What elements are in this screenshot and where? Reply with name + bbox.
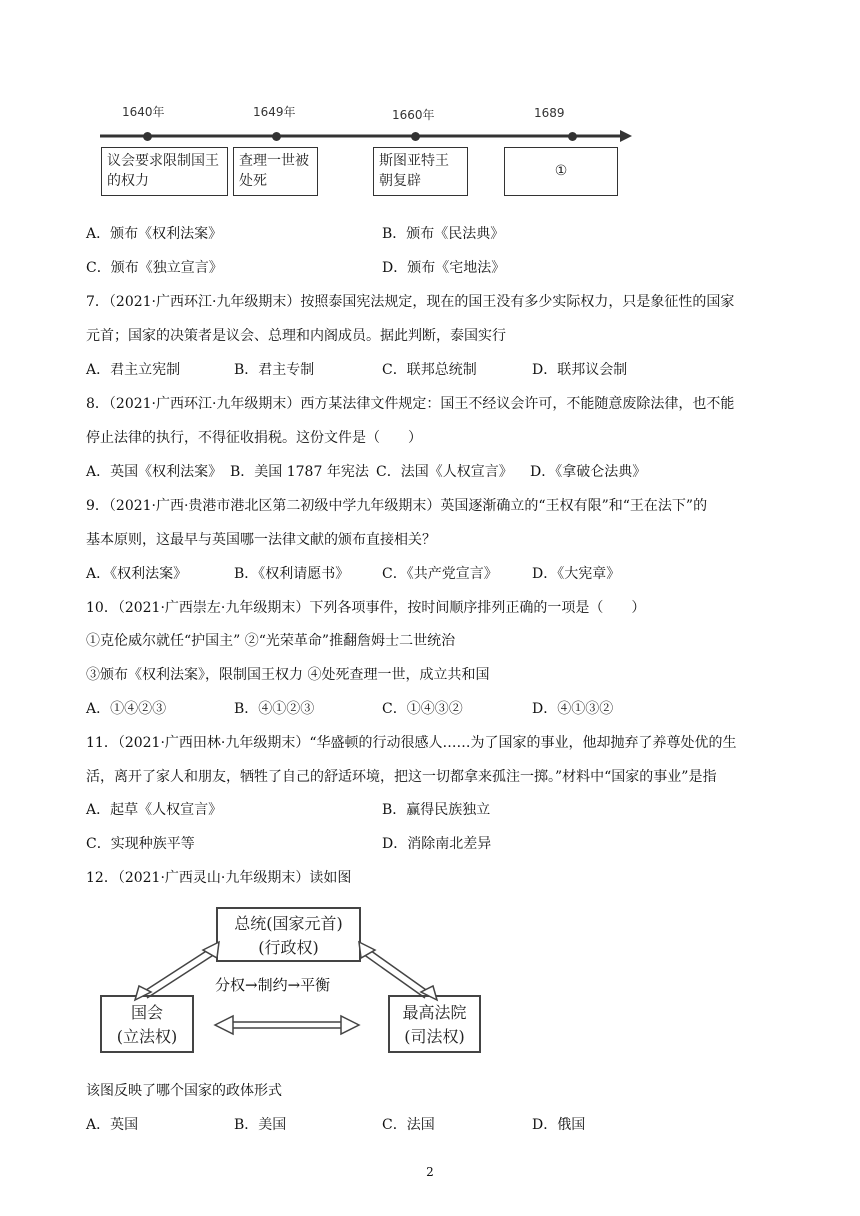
q12-option-d: D．俄国 (532, 1117, 586, 1133)
q10-item: ①克伦威尔就任“护国主” ②“光荣革命”推翻詹姆士二世统治 (86, 633, 456, 649)
timeline-dot (411, 132, 420, 141)
q8-stem: 8．（2021·广西环江·九年级期末）西方某法律文件规定：国王不经议会许可，不能随意废除法律，也不能 (86, 396, 735, 412)
double-arrow-icon (215, 1016, 359, 1034)
q9-option-c: C．《共产党宣言》 (382, 566, 498, 582)
q12-option-a: A．英国 (86, 1117, 139, 1133)
timeline-dot (143, 132, 152, 141)
q7-option-a: A．君主立宪制 (86, 362, 181, 378)
diagram-label: 总统(国家元首) (234, 914, 343, 933)
q12-question: 该图反映了哪个国家的政体形式 (86, 1083, 282, 1099)
q8-stem: 停止法律的执行，不得征收捐税。这份文件是（ ） (86, 430, 422, 446)
q12-stem: 12．（2021·广西灵山·九年级期末）读如图 (86, 870, 352, 886)
timeline-year: 1689 (534, 106, 565, 120)
q11-stem: 11．（2021·广西田林·九年级期末）“华盛顿的行动很感人……为了国家的事业，他却抛弃了养尊处优的生 (86, 735, 737, 751)
double-arrow-icon (359, 942, 437, 1000)
q6-option-a: A．颁布《权利法案》 (86, 226, 223, 242)
timeline-year: 1660年 (392, 108, 435, 122)
diagram-arrows (95, 930, 490, 1060)
q12-option-b: B．美国 (234, 1117, 287, 1133)
q12-option-c: C．法国 (382, 1117, 435, 1133)
q6-option-b: B．颁布《民法典》 (382, 226, 505, 242)
q8-option-d: D．《拿破仑法典》 (530, 464, 647, 480)
q8-option-b: B．美国 1787 年宪法 (230, 464, 369, 480)
q9-option-a: A．《权利法案》 (86, 566, 188, 582)
diagram-label: (立法权) (116, 1027, 178, 1046)
q7-option-b: B．君主专制 (234, 362, 315, 378)
timeline-event-box: 查理一世被处死 (233, 147, 318, 196)
q11-option-d: D．消除南北差异 (382, 836, 492, 852)
q6-option-c: C．颁布《独立宣言》 (86, 260, 223, 276)
page-number: 2 (426, 1165, 434, 1179)
timeline-event-box: ① (504, 147, 618, 196)
q8-option-a: A．英国《权利法案》 (86, 464, 223, 480)
q7-stem: 元首；国家的决策者是议会、总理和内阁成员。据此判断，泰国实行 (86, 328, 506, 344)
q10-option-a: A．①④②③ (86, 701, 167, 717)
q9-stem: 9．（2021·广西·贵港市港北区第二初级中学九年级期末）英国逐渐确立的“王权有限”和“王在法下”的 (86, 498, 708, 514)
q10-option-c: C．①④③② (382, 701, 463, 717)
double-arrow-icon (135, 942, 219, 1000)
q10-item: ③颁布《权利法案》，限制国王权力 ④处死查理一世，成立共和国 (86, 667, 490, 683)
q8-option-c: C．法国《人权宣言》 (376, 464, 513, 480)
q9-option-b: B．《权利请愿书》 (234, 566, 350, 582)
timeline-year: 1640年 (122, 105, 165, 119)
q10-option-d: D．④①③② (532, 701, 614, 717)
q11-option-c: C．实现种族平等 (86, 836, 195, 852)
q11-option-a: A．起草《人权宣言》 (86, 802, 223, 818)
timeline-year: 1649年 (253, 105, 296, 119)
q10-stem: 10．（2021·广西崇左·九年级期末）下列各项事件，按时间顺序排列正确的一项是（ ） (86, 600, 646, 616)
timeline-axis (100, 125, 635, 145)
timeline-event-box: 斯图亚特王朝复辟 (373, 147, 468, 196)
q9-stem: 基本原则，这最早与英国哪一法律文献的颁布直接相关？ (86, 532, 436, 548)
q10-option-b: B．④①②③ (234, 701, 315, 717)
q7-stem: 7．（2021·广西环江·九年级期末）按照泰国宪法规定，现在的国王没有多少实际权力，只是象征性的国家 (86, 294, 735, 310)
q7-option-c: C．联邦总统制 (382, 362, 477, 378)
timeline-dot (272, 132, 281, 141)
diagram-middle-text: 分权→制约→平衡 (215, 976, 331, 994)
q11-stem: 活，离开了家人和朋友，牺牲了自己的舒适环境，把这一切都拿来孤注一掷。”材料中“国家的事业”是指 (86, 769, 717, 785)
diagram-label: (司法权) (404, 1027, 465, 1046)
q6-option-d: D．颁布《宅地法》 (382, 260, 506, 276)
diagram-label: 国会 (130, 1003, 163, 1022)
q11-option-b: B．赢得民族独立 (382, 802, 491, 818)
diagram-label: 最高法院 (402, 1003, 467, 1022)
timeline-dot (568, 132, 577, 141)
timeline-event-box: 议会要求限制国王的权力 (101, 147, 228, 196)
diagram-label: (行政权) (258, 938, 319, 957)
q9-option-d: D．《大宪章》 (532, 566, 621, 582)
q7-option-d: D．联邦议会制 (532, 362, 628, 378)
